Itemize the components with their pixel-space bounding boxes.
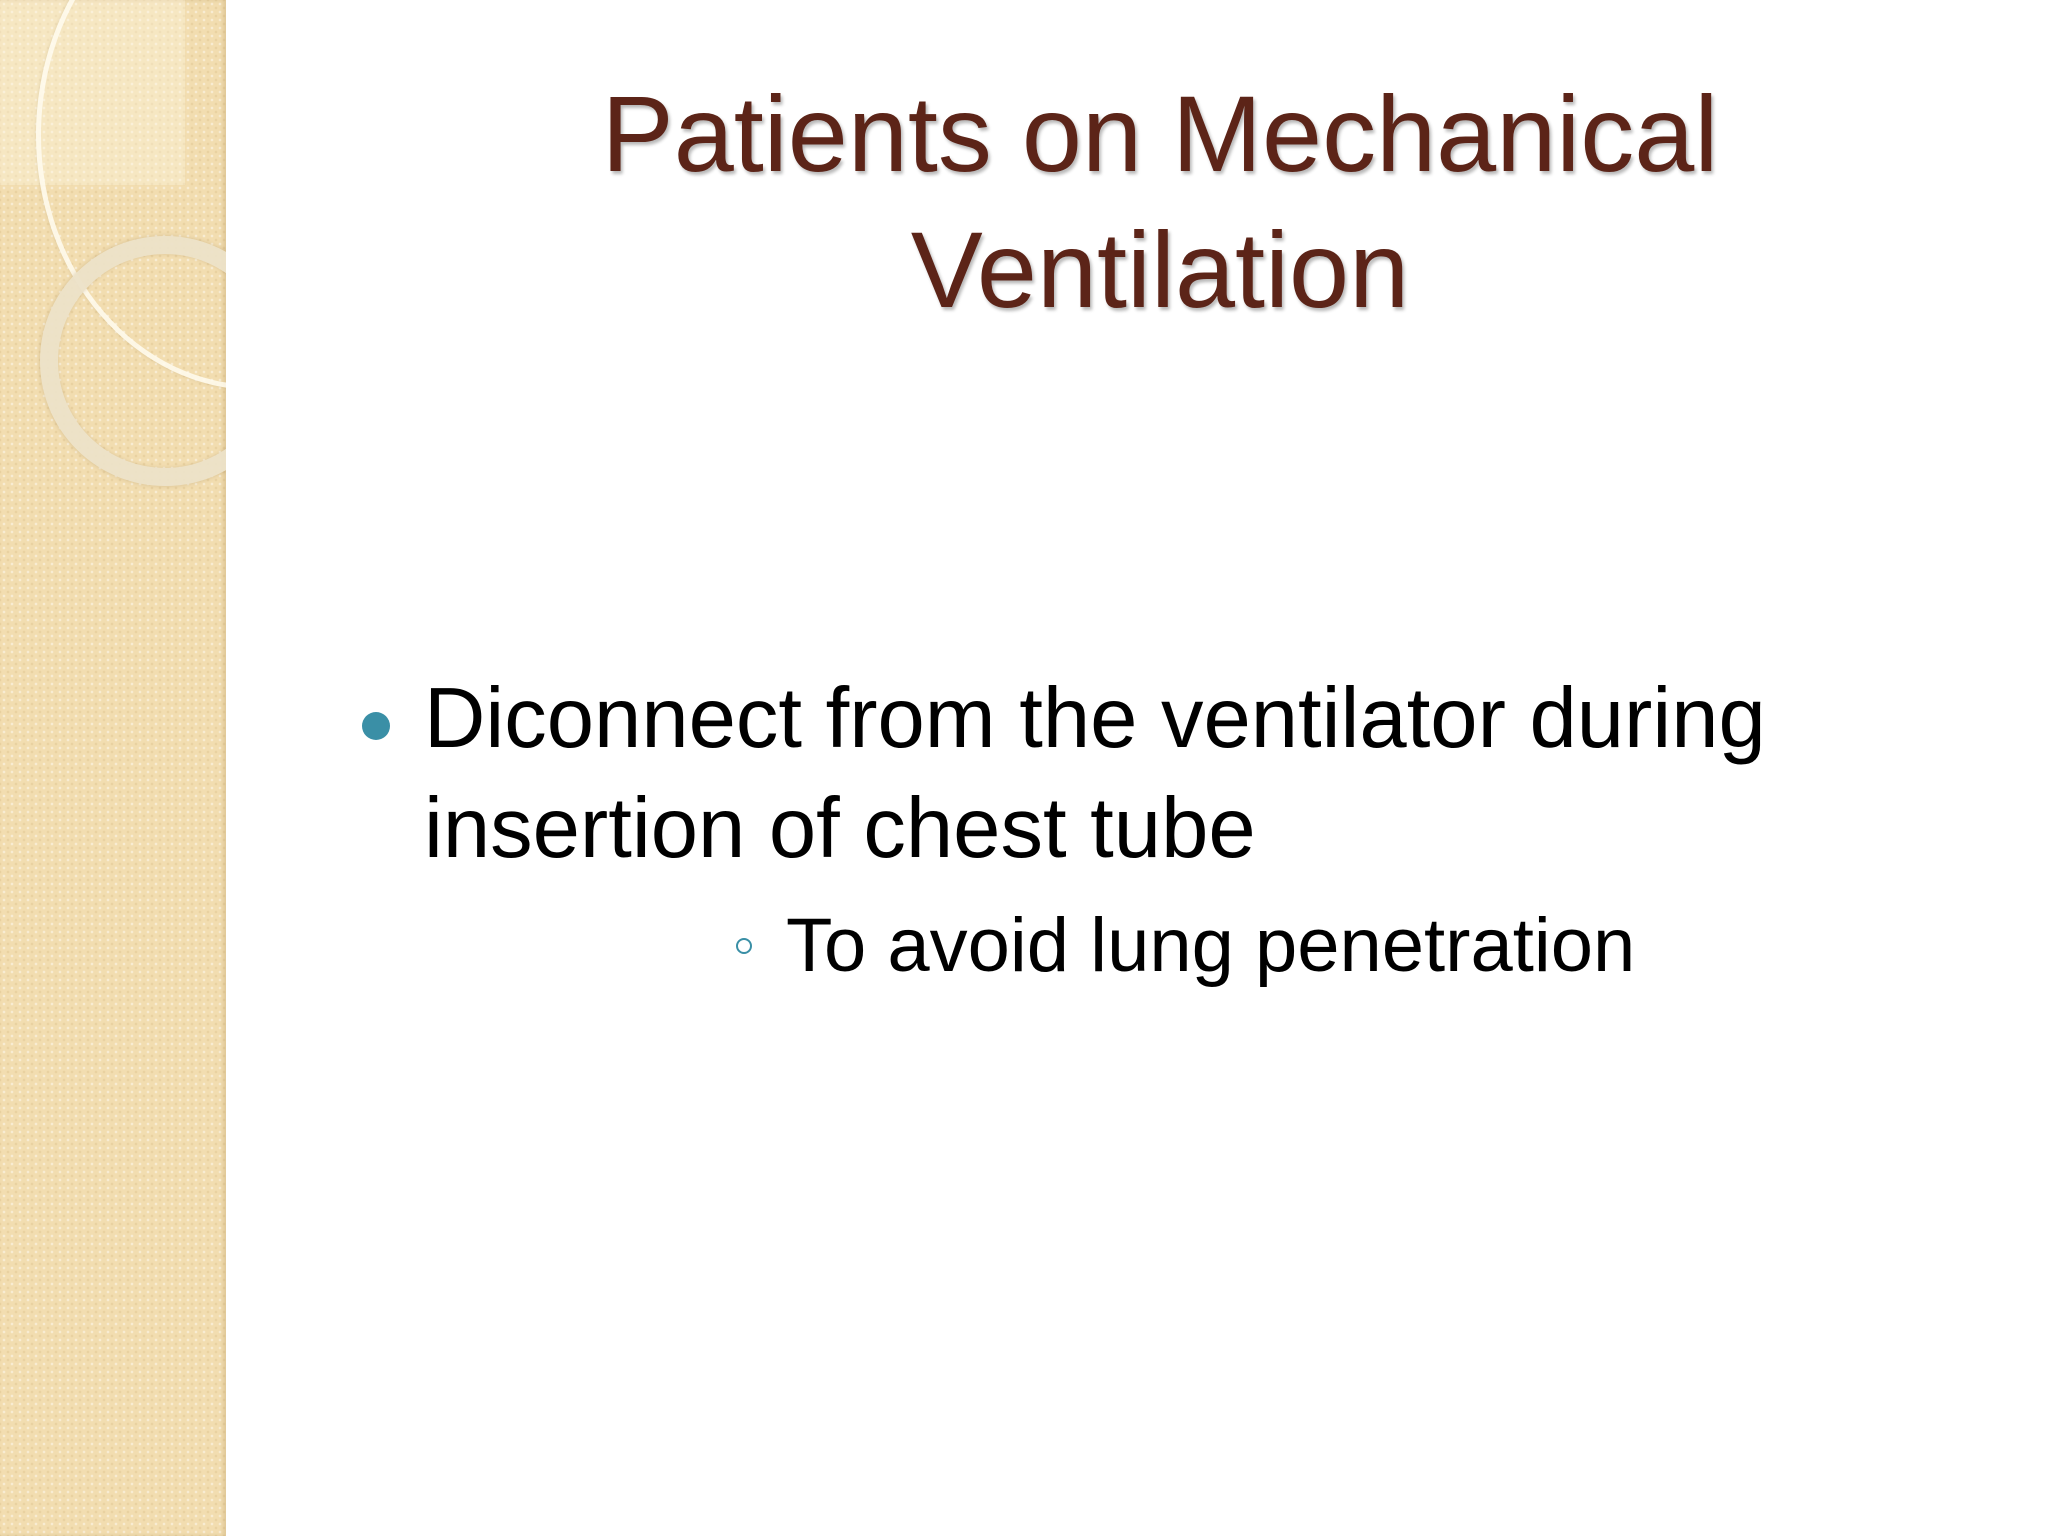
slide-title: Patients on Mechanical Ventilation [601,73,1719,330]
sub-bullet-text: To avoid lung penetration [786,903,1636,988]
hollow-circle-bullet-icon [736,938,752,954]
sub-bullet-item [736,898,1936,994]
bullet-text: Diconnect from the ventilator during insertion of chest tube [424,671,1766,876]
filled-circle-bullet-icon [362,712,390,740]
decorative-side-band [0,0,226,1536]
bullet-item [362,664,1962,884]
